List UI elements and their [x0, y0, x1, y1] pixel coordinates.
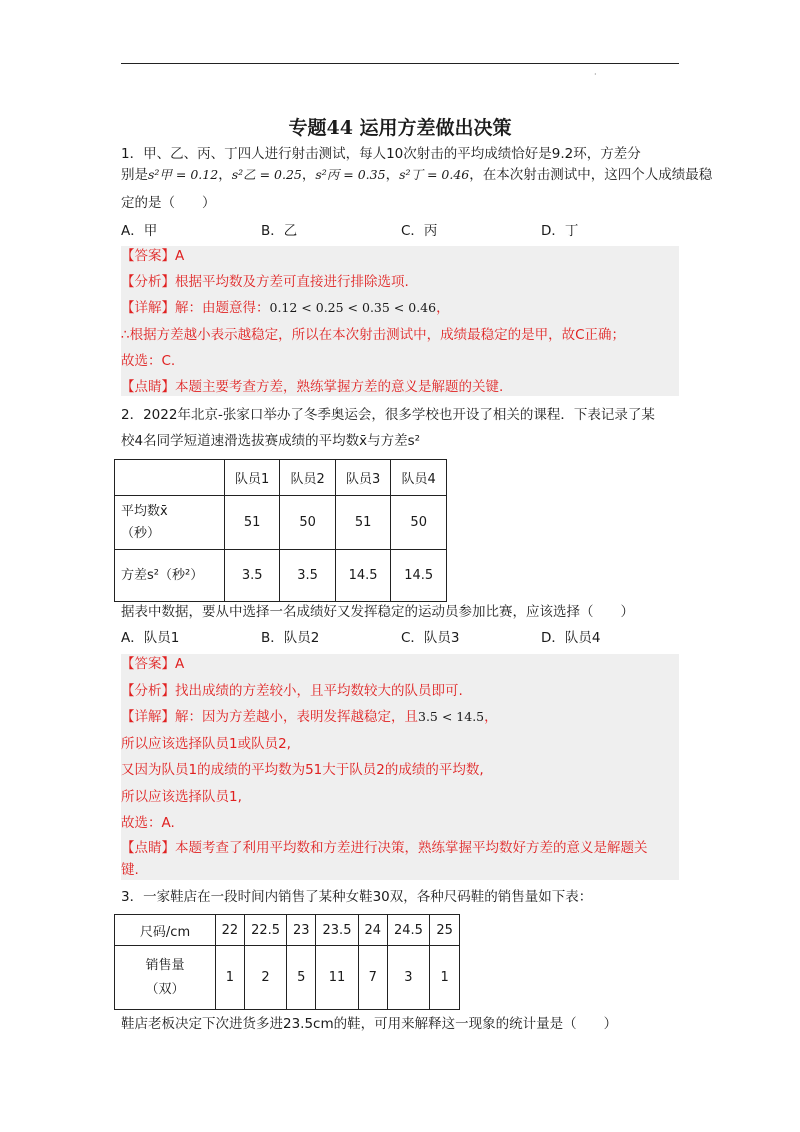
q3-table — [114, 914, 460, 1010]
q2-table-header: 队员1 — [224, 460, 279, 496]
q2-table-cell: 51 — [224, 496, 279, 550]
q1-detail-lead: 解：由题意得： — [175, 300, 270, 316]
q3-after-table: 鞋店老板决定下次进货多进23.5cm的鞋，可用来解释这一现象的统计量是（ ） — [121, 1016, 618, 1032]
q2-choose: 故选：A. — [121, 815, 175, 831]
q2-detail — [121, 707, 498, 727]
q2-table-cell: 3.5 — [280, 550, 335, 602]
q1-solution-box — [121, 246, 679, 396]
q1-line3: 定的是（ ） — [121, 195, 216, 211]
q2-comment-tag: 【点睛】 — [121, 840, 175, 856]
q2-answer-value: A — [175, 656, 185, 672]
q3-row2-label-a: 销售量 — [145, 957, 185, 973]
q1-comment-text: 本题主要考查方差，熟练掌握方差的意义是解题的关键. — [175, 379, 504, 395]
q2-comment — [121, 838, 648, 858]
q3-table-size-row — [115, 915, 460, 946]
q2-option-b[interactable]: B．队员2 — [261, 630, 320, 646]
q2-detail-end: ， — [484, 709, 498, 725]
q3-table-cell: 24.5 — [387, 915, 430, 946]
q2-table-header: 队员4 — [391, 460, 447, 496]
q1-answer-tag: 【答案】 — [121, 248, 175, 264]
header-rule — [121, 63, 679, 64]
q2-option-d[interactable]: D．队员4 — [541, 630, 601, 646]
q2-detail3: 又因为队员1的成绩的平均数为51大于队员2的成绩的平均数, — [121, 762, 484, 778]
q2-table-cell: 14.5 — [335, 550, 391, 602]
q1-choose: 故选：C. — [121, 353, 176, 369]
q1-line1: 1．甲、乙、丙、丁四人进行射击测试，每人10次射击的平均成绩恰好是9.2环，方差分 — [121, 146, 641, 162]
q2-table-cell: 14.5 — [391, 550, 447, 602]
q2-option-c[interactable]: C．队员3 — [401, 630, 460, 646]
q1-analysis-text: 根据平均数及方差可直接进行排除选项. — [175, 274, 409, 290]
q1-detail-tag: 【详解】 — [121, 300, 175, 316]
q1-s-jia: s²甲 = 0.12 — [148, 167, 219, 182]
header-dot: · — [594, 70, 597, 79]
q1-answer — [121, 246, 184, 266]
q2-table-corner — [115, 460, 225, 496]
q2-row1-label-a: 平均数x̄ — [121, 503, 168, 519]
q3-table-cell: 22.5 — [244, 915, 287, 946]
q3-table-cell: 11 — [316, 946, 359, 1010]
q2-answer-tag: 【答案】 — [121, 656, 175, 672]
q2-table-row-variance — [115, 550, 447, 602]
q2-row1-label-b: （秒） — [121, 525, 161, 541]
q2-table-cell: 3.5 — [224, 550, 279, 602]
q2-analysis — [121, 681, 463, 701]
q1-analysis — [121, 272, 409, 292]
q3-table-row-label — [115, 946, 216, 1010]
q2-detail-math: 3.5 < 14.5 — [418, 709, 485, 724]
q2-comment-text: 本题考查了利用平均数和方差进行决策，熟练掌握平均数好方差的意义是解题关 — [175, 840, 648, 856]
q3-table-cell: 3 — [387, 946, 430, 1010]
q3-table-cell: 22 — [216, 915, 245, 946]
q1-comment-tag: 【点睛】 — [121, 379, 175, 395]
q1-line2-suffix: ，在本次射击测试中，这四个人成绩最稳 — [469, 167, 713, 183]
q3-table-cell: 2 — [244, 946, 287, 1010]
q3-table-cell: 23.5 — [316, 915, 359, 946]
q2-detail-lead: 解：因为方差越小，表明发挥越稳定，且 — [175, 709, 418, 725]
q1-line2: 别是s²甲 = 0.12，s²乙 = 0.25，s²丙 = 0.35，s²丁 = 0.46，在本次射击测试中，这四个人成绩最稳 — [121, 167, 713, 183]
q2-table-header-row — [115, 460, 447, 496]
q2-comment-cont: 键. — [121, 862, 139, 878]
q2-detail-tag: 【详解】 — [121, 709, 175, 725]
q2-table — [114, 459, 447, 602]
q1-detail — [121, 298, 450, 318]
q3-table-cell: 7 — [358, 946, 387, 1010]
q1-answer-value: A — [175, 248, 185, 264]
q3-table-cell: 25 — [430, 915, 460, 946]
q1-s-yi: s²乙 = 0.25 — [231, 167, 302, 182]
q2-answer — [121, 654, 184, 674]
q1-analysis-tag: 【分析】 — [121, 274, 175, 290]
q3-table-row-label: 尺码/cm — [115, 915, 216, 946]
q3-row2-label-b: （双） — [145, 981, 185, 997]
q3-table-cell: 1 — [430, 946, 460, 1010]
q1-detail-math: 0.12 < 0.25 < 0.35 < 0.46 — [269, 300, 437, 315]
q1-comment — [121, 377, 503, 397]
q2-table-header: 队员2 — [280, 460, 335, 496]
q2-table-header: 队员3 — [335, 460, 391, 496]
q1-conclusion: ∴根据方差越小表示越稳定，所以在本次射击测试中，成绩最稳定的是甲，故C正确； — [121, 327, 626, 343]
q3-table-cell: 5 — [287, 946, 316, 1010]
q3-table-sales-row — [115, 946, 460, 1010]
q2-line1: 2．2022年北京-张家口举办了冬季奥运会，很多学校也开设了相关的课程．下表记录了某 — [121, 407, 655, 423]
q3-table-cell: 23 — [287, 915, 316, 946]
q2-line2: 校4名同学短道速滑选拔赛成绩的平均数x̄与方差s² — [121, 433, 421, 449]
q3-table-cell: 1 — [216, 946, 245, 1010]
q1-s-ding: s²丁 = 0.46 — [399, 167, 470, 182]
q3-line1: 3．一家鞋店在一段时间内销售了某种女鞋30双，各种尺码鞋的销售量如下表： — [121, 889, 593, 905]
page-title: 专题44 运用方差做出决策 — [288, 117, 512, 139]
q2-option-a[interactable]: A．队员1 — [121, 630, 180, 646]
q1-option-a[interactable]: A．甲 — [121, 223, 158, 239]
q2-after-table: 据表中数据，要从中选择一名成绩好又发挥稳定的运动员参加比赛，应该选择（ ） — [121, 604, 634, 620]
q2-table-cell: 50 — [280, 496, 335, 550]
q2-table-row-label — [115, 496, 225, 550]
q1-option-c[interactable]: C．丙 — [401, 223, 438, 239]
q2-table-cell: 50 — [391, 496, 447, 550]
q1-detail-end: ， — [436, 300, 450, 316]
q1-option-b[interactable]: B．乙 — [261, 223, 298, 239]
q1-line2-prefix: 别是 — [121, 167, 148, 183]
q2-analysis-text: 找出成绩的方差较小，且平均数较大的队员即可. — [175, 683, 463, 699]
q2-table-row-label: 方差s²（秒²） — [115, 550, 225, 602]
q2-detail2: 所以应该选择队员1或队员2, — [121, 736, 291, 752]
q2-table-cell: 51 — [335, 496, 391, 550]
q2-table-row-mean — [115, 496, 447, 550]
q2-detail4: 所以应该选择队员1, — [121, 789, 242, 805]
q1-option-d[interactable]: D．丁 — [541, 223, 579, 239]
q1-s-bing: s²丙 = 0.35 — [315, 167, 386, 182]
q3-table-cell: 24 — [358, 915, 387, 946]
q2-analysis-tag: 【分析】 — [121, 683, 175, 699]
